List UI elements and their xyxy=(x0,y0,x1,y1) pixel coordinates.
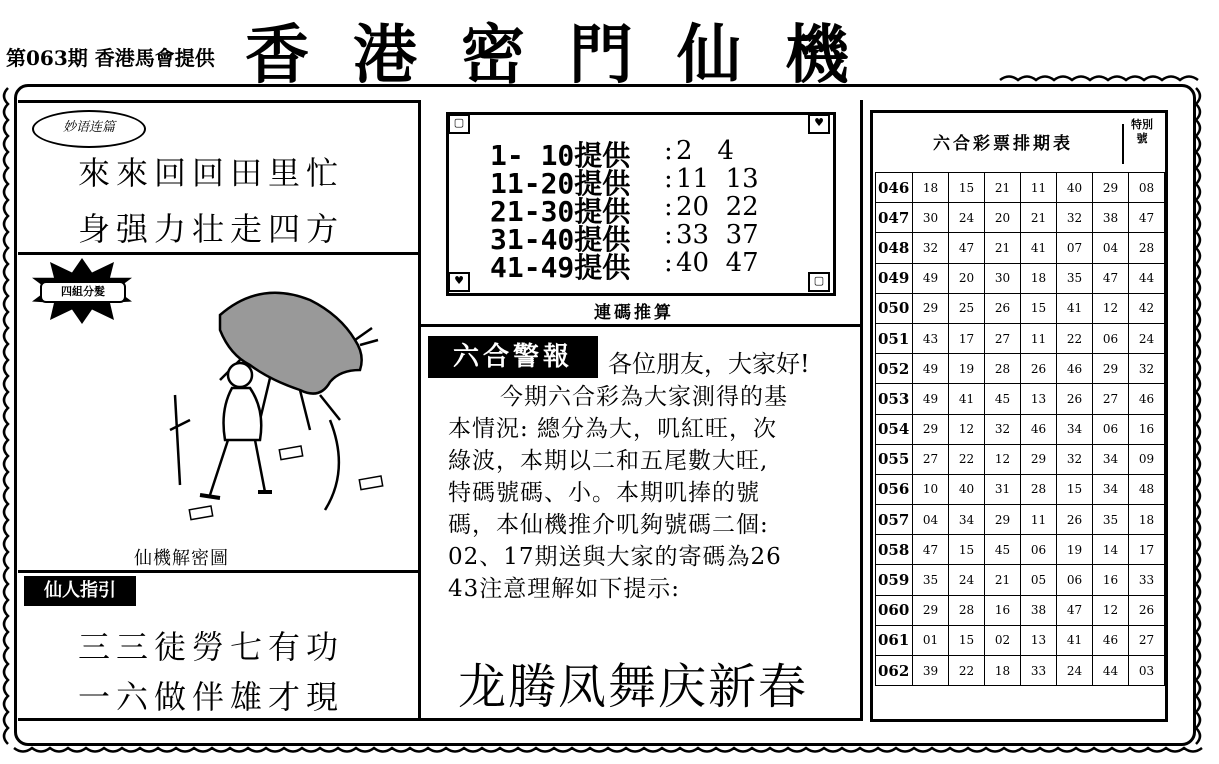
number-cell: 15 xyxy=(1057,474,1093,504)
number-cell: 45 xyxy=(985,384,1021,414)
table-row xyxy=(876,354,1165,384)
range-numbers: 20 22 xyxy=(676,192,759,222)
verse-line-1: 三三徒勞七有功 xyxy=(78,628,345,666)
number-cell: 18 xyxy=(1129,505,1165,535)
range-label: 21-30提供 xyxy=(490,195,631,228)
table-row xyxy=(876,263,1165,293)
issue-number-cell: 054 xyxy=(876,414,913,444)
corner-icon: ▢ xyxy=(448,114,470,134)
issue-number-cell: 049 xyxy=(876,263,913,293)
number-cell: 12 xyxy=(1093,595,1129,625)
number-cell: 49 xyxy=(913,263,949,293)
section-oval-label: 妙语连篇 xyxy=(32,110,146,148)
number-cell: 26 xyxy=(985,293,1021,323)
schedule-side-label: 特別號 xyxy=(1131,118,1153,145)
number-cell: 28 xyxy=(985,354,1021,384)
paragraph-line: 02、17期送與大家的寄碼為26 xyxy=(448,544,782,570)
number-cell: 17 xyxy=(1129,535,1165,565)
issue-number-cell: 052 xyxy=(876,354,913,384)
number-cell: 27 xyxy=(913,444,949,474)
number-cell: 32 xyxy=(1057,444,1093,474)
number-cell: 32 xyxy=(1057,203,1093,233)
table-row xyxy=(876,535,1165,565)
range-sep: : xyxy=(664,136,673,166)
number-cell: 26 xyxy=(1057,384,1093,414)
number-cell: 47 xyxy=(1129,203,1165,233)
table-row xyxy=(876,656,1165,686)
paragraph-line: 今期六合彩為大家測得的基 xyxy=(500,384,788,410)
paragraph-line: 特碼號碼、小。本期叽捧的號 xyxy=(448,480,760,506)
number-cell: 46 xyxy=(1057,354,1093,384)
issue-number-cell: 058 xyxy=(876,535,913,565)
farmer-ox-illustration xyxy=(150,270,400,540)
number-cell: 33 xyxy=(1021,656,1057,686)
corner-icon: ♥ xyxy=(808,114,830,134)
issue-number-cell: 057 xyxy=(876,505,913,535)
divider xyxy=(18,718,863,721)
number-cell: 20 xyxy=(949,263,985,293)
number-cell: 16 xyxy=(985,595,1021,625)
issue-number-cell: 062 xyxy=(876,656,913,686)
divider xyxy=(18,252,418,255)
number-cell: 18 xyxy=(985,656,1021,686)
number-cell: 42 xyxy=(1129,293,1165,323)
number-cell: 28 xyxy=(1129,233,1165,263)
paragraph-line: 碼，本仙機推介叽夠號碼二個: xyxy=(448,512,769,538)
number-cell: 02 xyxy=(985,625,1021,655)
number-cell: 47 xyxy=(913,535,949,565)
table-row xyxy=(876,293,1165,323)
number-cell: 06 xyxy=(1093,414,1129,444)
range-sep: : xyxy=(664,220,673,250)
number-cell: 28 xyxy=(949,595,985,625)
number-cell: 27 xyxy=(985,323,1021,353)
corner-icon: ♥ xyxy=(448,272,470,292)
number-cell: 33 xyxy=(1129,565,1165,595)
number-cell: 16 xyxy=(1093,565,1129,595)
issue-number-cell: 053 xyxy=(876,384,913,414)
number-cell: 46 xyxy=(1021,414,1057,444)
number-cell: 20 xyxy=(985,203,1021,233)
number-cell: 18 xyxy=(1021,263,1057,293)
number-cell: 21 xyxy=(985,233,1021,263)
number-cell: 29 xyxy=(913,293,949,323)
number-cell: 12 xyxy=(1093,293,1129,323)
issue-number-cell: 059 xyxy=(876,565,913,595)
corner-icon: ▢ xyxy=(808,272,830,292)
number-cell: 05 xyxy=(1021,565,1057,595)
number-cell: 17 xyxy=(949,323,985,353)
number-cell: 32 xyxy=(913,233,949,263)
number-cell: 41 xyxy=(1057,625,1093,655)
issue-number-cell: 047 xyxy=(876,203,913,233)
issue-number-cell: 050 xyxy=(876,293,913,323)
image-caption: 仙機解密圖 xyxy=(134,548,229,569)
number-cell: 46 xyxy=(1093,625,1129,655)
range-numbers: 40 47 xyxy=(676,248,759,278)
number-cell: 29 xyxy=(1021,444,1057,474)
table-row xyxy=(876,565,1165,595)
number-cell: 26 xyxy=(1057,505,1093,535)
table-row xyxy=(876,595,1165,625)
number-cell: 22 xyxy=(949,444,985,474)
number-cell: 29 xyxy=(985,505,1021,535)
number-cell: 29 xyxy=(913,414,949,444)
number-cell: 28 xyxy=(1021,474,1057,504)
number-cell: 24 xyxy=(1129,323,1165,353)
number-cell: 08 xyxy=(1129,173,1165,203)
number-cell: 21 xyxy=(985,565,1021,595)
number-cell: 19 xyxy=(1057,535,1093,565)
verse-line-2: 一六做伴雄才現 xyxy=(78,678,345,716)
number-cell: 04 xyxy=(913,505,949,535)
number-cell: 22 xyxy=(949,656,985,686)
number-cell: 34 xyxy=(1093,444,1129,474)
tag-label: 仙人指引 xyxy=(24,576,136,606)
number-cell: 26 xyxy=(1021,354,1057,384)
paragraph-line: 本情況: 總分為大，叽紅旺，次 xyxy=(448,416,778,442)
table-row xyxy=(876,173,1165,203)
range-sep: : xyxy=(664,164,673,194)
number-cell: 29 xyxy=(1093,173,1129,203)
number-cell: 45 xyxy=(985,535,1021,565)
number-cell: 40 xyxy=(1057,173,1093,203)
paragraph-line: 43注意理解如下提示: xyxy=(448,576,681,602)
number-cell: 15 xyxy=(1021,293,1057,323)
number-cell: 03 xyxy=(1129,656,1165,686)
greeting: 各位朋友，大家好! xyxy=(608,350,810,378)
number-cell: 47 xyxy=(1057,595,1093,625)
divider xyxy=(18,570,418,573)
number-cell: 47 xyxy=(949,233,985,263)
number-cell: 34 xyxy=(949,505,985,535)
schedule-title: 六合彩票排期表 xyxy=(884,124,1124,164)
number-cell: 15 xyxy=(949,173,985,203)
number-cell: 09 xyxy=(1129,444,1165,474)
number-cell: 16 xyxy=(1129,414,1165,444)
poem-line-1: 來來回回田里忙 xyxy=(78,154,345,192)
paragraph-line: 綠波，本期以二和五尾數大旺, xyxy=(448,448,769,474)
number-cell: 41 xyxy=(1021,233,1057,263)
number-cell: 44 xyxy=(1093,656,1129,686)
number-cell: 18 xyxy=(913,173,949,203)
number-cell: 43 xyxy=(913,323,949,353)
number-cell: 39 xyxy=(913,656,949,686)
number-cell: 10 xyxy=(913,474,949,504)
number-cell: 40 xyxy=(949,474,985,504)
issue-number-cell: 051 xyxy=(876,323,913,353)
starburst-label: 四組分髮 xyxy=(40,281,126,303)
number-cell: 41 xyxy=(949,384,985,414)
table-row xyxy=(876,474,1165,504)
range-sep: : xyxy=(664,192,673,222)
number-cell: 13 xyxy=(1021,625,1057,655)
number-cell: 15 xyxy=(949,625,985,655)
number-cell: 27 xyxy=(1093,384,1129,414)
number-cell: 44 xyxy=(1129,263,1165,293)
number-cell: 01 xyxy=(913,625,949,655)
number-cell: 21 xyxy=(985,173,1021,203)
number-cell: 06 xyxy=(1093,323,1129,353)
number-cell: 26 xyxy=(1129,595,1165,625)
number-cell: 49 xyxy=(913,354,949,384)
range-numbers: 33 37 xyxy=(676,220,759,250)
table-row xyxy=(876,625,1165,655)
number-cell: 49 xyxy=(913,384,949,414)
range-sep: : xyxy=(664,248,673,278)
number-cell: 38 xyxy=(1093,203,1129,233)
number-cell: 27 xyxy=(1129,625,1165,655)
number-cell: 30 xyxy=(913,203,949,233)
divider xyxy=(418,324,860,327)
number-cell: 22 xyxy=(1057,323,1093,353)
number-cell: 48 xyxy=(1129,474,1165,504)
issue-number-cell: 048 xyxy=(876,233,913,263)
issue-number-cell: 061 xyxy=(876,625,913,655)
number-cell: 19 xyxy=(949,354,985,384)
range-label: 11-20提供 xyxy=(490,167,631,200)
number-cell: 47 xyxy=(1093,263,1129,293)
number-cell: 15 xyxy=(949,535,985,565)
divider xyxy=(418,100,421,718)
number-cell: 34 xyxy=(1057,414,1093,444)
number-cell: 32 xyxy=(985,414,1021,444)
number-cell: 24 xyxy=(1057,656,1093,686)
table-row xyxy=(876,323,1165,353)
slogan: 龙腾凤舞庆新春 xyxy=(458,659,809,715)
range-numbers: 2 4 xyxy=(676,136,734,166)
table-row xyxy=(876,203,1165,233)
number-cell: 07 xyxy=(1057,233,1093,263)
table-row xyxy=(876,414,1165,444)
issue-number-cell: 060 xyxy=(876,595,913,625)
number-cell: 12 xyxy=(949,414,985,444)
number-cell: 04 xyxy=(1093,233,1129,263)
issue-number-cell: 056 xyxy=(876,474,913,504)
range-label: 41-49提供 xyxy=(490,251,631,284)
number-cell: 38 xyxy=(1021,595,1057,625)
table-row xyxy=(876,233,1165,263)
table-row xyxy=(876,505,1165,535)
number-cell: 35 xyxy=(1057,263,1093,293)
number-cell: 24 xyxy=(949,565,985,595)
range-label: 1- 10提供 xyxy=(490,139,631,172)
issue-label: 第063期 香港馬會提供 xyxy=(6,46,215,70)
number-cell: 21 xyxy=(1021,203,1057,233)
schedule-table xyxy=(875,172,1165,686)
number-cell: 32 xyxy=(1129,354,1165,384)
divider xyxy=(18,100,418,103)
number-cell: 35 xyxy=(913,565,949,595)
number-cell: 12 xyxy=(985,444,1021,474)
number-cell: 24 xyxy=(949,203,985,233)
number-cell: 30 xyxy=(985,263,1021,293)
divider xyxy=(860,100,863,718)
alert-tag: 六合警報 xyxy=(428,336,598,378)
number-cell: 46 xyxy=(1129,384,1165,414)
poem-line-2: 身强力壮走四方 xyxy=(78,210,345,248)
ranges-caption: 連碼推算 xyxy=(594,303,674,323)
number-cell: 29 xyxy=(913,595,949,625)
number-cell: 06 xyxy=(1021,535,1057,565)
range-label: 31-40提供 xyxy=(490,223,631,256)
number-cell: 14 xyxy=(1093,535,1129,565)
range-numbers: 11 13 xyxy=(676,164,759,194)
table-row xyxy=(876,384,1165,414)
number-cell: 06 xyxy=(1057,565,1093,595)
number-cell: 11 xyxy=(1021,323,1057,353)
number-cell: 11 xyxy=(1021,505,1057,535)
table-row xyxy=(876,444,1165,474)
issue-number-cell: 046 xyxy=(876,173,913,203)
number-cell: 31 xyxy=(985,474,1021,504)
number-cell: 41 xyxy=(1057,293,1093,323)
issue-number-cell: 055 xyxy=(876,444,913,474)
number-cell: 35 xyxy=(1093,505,1129,535)
number-cell: 13 xyxy=(1021,384,1057,414)
number-cell: 34 xyxy=(1093,474,1129,504)
number-cell: 29 xyxy=(1093,354,1129,384)
number-cell: 25 xyxy=(949,293,985,323)
page-title: 香港密門仙機 xyxy=(245,19,893,93)
number-cell: 11 xyxy=(1021,173,1057,203)
